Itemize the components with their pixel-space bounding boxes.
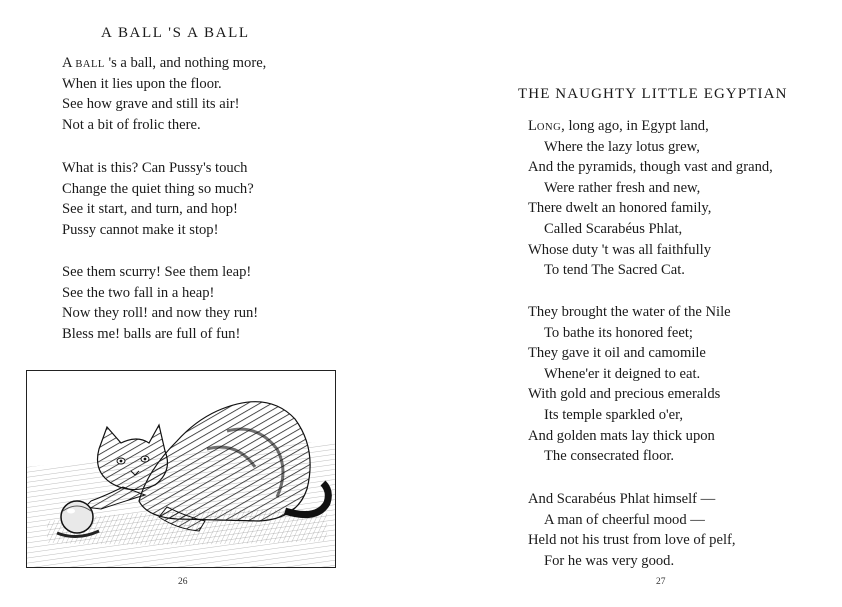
poem-line: [528, 116, 773, 137]
poem-line: Pussy cannot make it stop!: [62, 221, 219, 238]
poem-line: See how grave and still its air!: [62, 96, 240, 113]
poem-line: Whose duty 't was all faithfully: [528, 241, 711, 258]
poem-line: And golden mats lay thick upon: [528, 427, 715, 444]
poem-line: With gold and precious emeralds: [528, 386, 721, 403]
poem-title: THE NAUGHTY LITTLE EGYPTIAN: [518, 86, 788, 102]
small-caps-word: ONG: [536, 122, 562, 133]
stanza-3: [528, 489, 736, 571]
cat-engraving-image: [27, 371, 335, 567]
poem-line: See them scurry! See them leap!: [62, 264, 252, 280]
poem-line: Were rather fresh and new,: [544, 179, 701, 196]
dropcap: A: [62, 55, 76, 71]
poem-title: A BALL 'S A BALL: [101, 25, 250, 41]
stanza-2: [62, 158, 254, 240]
poem-line: When it lies upon the floor.: [62, 75, 222, 92]
poem-line: Held not his trust from love of pelf,: [528, 532, 736, 549]
poem-line: And the pyramids, though vast and grand,: [528, 159, 773, 176]
poem-line: To bathe its honored feet;: [544, 324, 693, 341]
poem-line: Not a bit of frolic there.: [62, 116, 201, 133]
poem-line: To tend The Sacred Cat.: [544, 262, 685, 279]
poem-line: There dwelt an honored family,: [528, 200, 712, 217]
poem-line: And Scarabéus Phlat himself —: [528, 491, 716, 507]
poem-line: They brought the water of the Nile: [528, 304, 731, 320]
right-page: [421, 0, 842, 607]
poem-line: Whene'er it deigned to eat.: [544, 365, 701, 382]
poem-line: Where the lazy lotus grew,: [544, 138, 700, 155]
poem-line: They gave it oil and camomile: [528, 345, 706, 362]
page-number: 27: [656, 577, 666, 587]
poem-line: Now they roll! and now they run!: [62, 305, 259, 322]
poem-line: Its temple sparkled o'er,: [544, 406, 684, 423]
poem-line: See it start, and turn, and hop!: [62, 201, 238, 218]
poem-line: The consecrated floor.: [544, 448, 675, 465]
poem-line: What is this? Can Pussy's touch: [62, 160, 248, 176]
poem-line: For he was very good.: [544, 552, 675, 569]
small-caps-word: BALL: [75, 59, 105, 70]
stanza-2: [528, 302, 731, 467]
poem-line: See the two fall in a heap!: [62, 284, 215, 301]
line-rest: 's a ball, and nothing more,: [104, 55, 267, 71]
line-rest: , long ago, in Egypt land,: [561, 118, 709, 134]
poem-line: A man of cheerful mood —: [544, 511, 705, 528]
stanza-3: [62, 262, 258, 344]
page-number: 26: [178, 577, 188, 587]
stanza-1: [528, 116, 773, 281]
poem-line: Bless me! balls are full of fun!: [62, 325, 241, 342]
cat-with-ball-illustration: [26, 370, 336, 568]
dropcap: L: [528, 118, 537, 134]
stanza-1: [62, 53, 266, 135]
poem-line: Change the quiet thing so much?: [62, 180, 254, 197]
poem-line: [62, 53, 266, 74]
poem-line: Called Scarabéus Phlat,: [544, 220, 683, 237]
